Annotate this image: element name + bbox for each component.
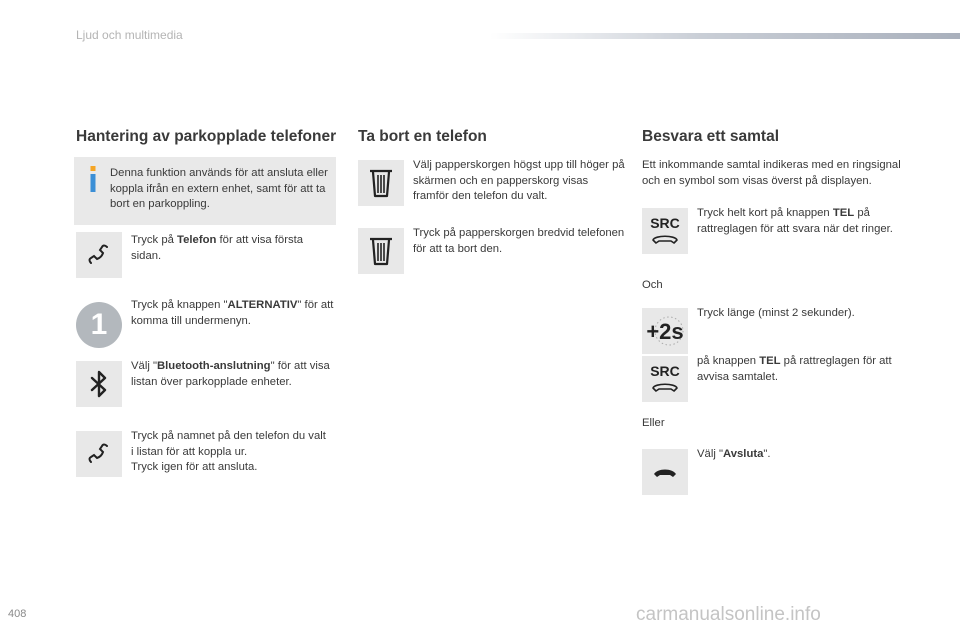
page-number: 408 [8,608,27,620]
header-title: Ljud och multimedia [76,28,183,42]
watermark: carmanualsonline.info [636,604,821,625]
svg-text:SRC: SRC [650,363,680,379]
trash-icon [358,160,404,206]
step-long-press: Tryck länge (minst 2 sekunder). [697,307,855,319]
hang-up-icon [642,449,688,495]
heading-answer-call: Besvara ett samtal [642,128,779,145]
step-telefon: Tryck på Telefon för att visa första sidan. [131,234,304,262]
header-rule [490,33,960,39]
svg-text:+2s: +2s [646,319,684,344]
src-button-icon [642,356,688,402]
and-label: Och [642,279,663,291]
step-bluetooth: Välj "Bluetooth-anslutning" för att visa listan över parkopplade enheter. [131,360,330,388]
step-select-phone: Tryck på namnet på den telefon du valt i listan för att koppla ur. Tryck igen för att ansluta. [131,430,326,473]
step-number-badge: 1 [76,302,122,348]
trash-icon [358,228,404,274]
bluetooth-icon [76,361,122,407]
info-note-text: Denna funktion används för att ansluta eller koppla ifrån en extern enhet, samt för att ta bort en parkoppling. [110,167,328,210]
phone-icon [76,232,122,278]
src-button-icon [642,208,688,254]
incoming-call-intro: Ett inkommande samtal indikeras med en ringsignal och en symbol som visas överst på displayen. [642,159,901,187]
phone-icon [76,431,122,477]
step-tap-trash: Tryck på papperskorgen bredvid telefonen för att ta bort den. [413,227,625,255]
heading-delete-phone: Ta bort en telefon [358,128,487,145]
or-label: Eller [642,417,665,429]
step-avsluta: Välj "Avsluta". [697,448,771,460]
step-tel-short: Tryck helt kort på knappen TEL på rattreglagen för att svara när det ringer. [697,207,893,235]
heading-paired-phones: Hantering av parkopplade telefoner [76,128,337,145]
info-icon [88,166,98,192]
svg-text:SRC: SRC [650,215,680,231]
step-select-trash: Välj papperskorgen högst upp till höger på skärmen och en papperskorg visas framför den telefon du valt. [413,159,625,202]
step-alternativ: Tryck på knappen "ALTERNATIV" för att komma till undermenyn. [131,299,334,327]
hold-2s-icon [642,308,688,354]
step-tel-reject: på knappen TEL på rattreglagen för att avvisa samtalet. [697,355,892,383]
